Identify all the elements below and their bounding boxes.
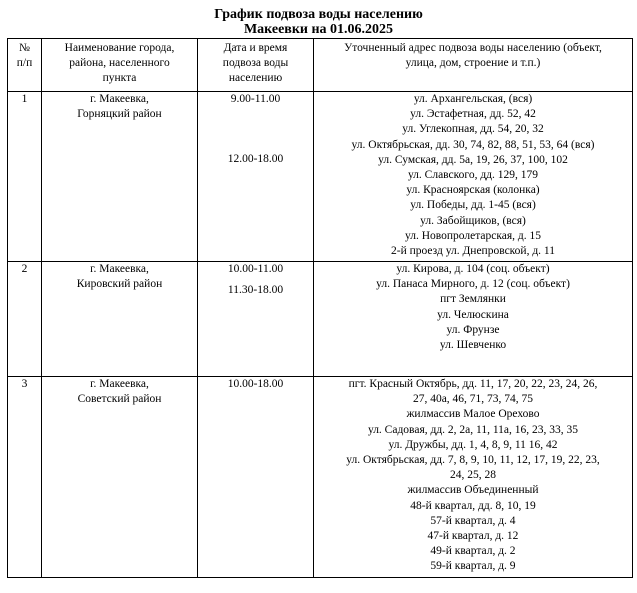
time-cell: 10.00-18.00	[198, 377, 314, 578]
row-number: 2	[8, 262, 42, 377]
address-line: ул. Эстафетная, дд. 52, 42	[410, 108, 536, 121]
address-line: 2-й проезд ул. Днепровской, д. 11	[391, 245, 555, 258]
row-number: 1	[8, 92, 42, 262]
title-line-1: График подвоза воды населению	[214, 7, 423, 22]
address-line: ул. Углекопная, дд. 54, 20, 32	[402, 123, 544, 136]
header-num: № п/п	[8, 39, 42, 92]
address-line: 27, 40а, 46, 71, 73, 74, 75	[412, 393, 534, 406]
row-number: 3	[8, 377, 42, 578]
address-cell	[314, 262, 633, 377]
address-line: ул. Новопролетарская, д. 15	[404, 229, 542, 242]
title-line-2: Макеевки на 01.06.2025	[243, 22, 394, 37]
address-line: ул. Октябрьская, дд. 30, 74, 82, 88, 51, 53, 64 (вся)	[351, 138, 595, 151]
address-line: 59-й квартал, д. 9	[430, 560, 516, 573]
address-line: жилмассив Объединенный	[407, 484, 539, 497]
header-row	[8, 39, 633, 92]
header-address: Уточненный адрес подвоза воды населению (объект, улица, дом, строение и т.п.)	[314, 39, 633, 92]
address-line: ул. Садовая, дд. 2, 2а, 11, 11а, 16, 23, 33, 35	[367, 423, 579, 436]
address-line: 47-й квартал, д. 12	[427, 530, 519, 543]
district-cell: г. Макеевка, Советский район	[42, 377, 198, 578]
address-line: ул. Октябрьская, дд. 7, 8, 9, 10, 11, 12, 17, 19, 22, 23,	[346, 454, 600, 467]
table-row	[8, 377, 633, 578]
address-line: 48-й квартал, дд. 8, 10, 19	[410, 499, 536, 512]
address-line: ул. Шевченко	[439, 339, 507, 352]
address-line: ул. Фрунзе	[446, 323, 500, 336]
header-name: Наименование города, района, населенного пункта	[42, 39, 198, 92]
district-cell: г. Макеевка, Кировский район	[42, 262, 198, 377]
address-line: ул. Челюскина	[437, 308, 509, 321]
address-line: ул. Кирова, д. 104 (соц. объект)	[396, 263, 550, 275]
address-line: 57-й квартал, д. 4	[430, 514, 516, 527]
address-line: 49-й квартал, д. 2	[430, 545, 516, 558]
address-line: пгт Землянки	[440, 293, 506, 306]
address-line: ул. Славского, дд. 129, 179	[407, 169, 539, 182]
address-line: ул. Забойщиков, (вся)	[420, 214, 526, 227]
district-cell: г. Макеевка, Горняцкий район	[42, 92, 198, 262]
water-schedule-table	[7, 38, 633, 578]
address-line: ул. Архангельская, (вся)	[413, 93, 533, 105]
address-line: ул. Панаса Мирного, д. 12 (соц. объект)	[376, 278, 570, 291]
address-cell	[314, 92, 633, 262]
time-cell: 10.00-11.00 11.30-18.00	[198, 262, 314, 377]
time-cell: 9.00-11.00 12.00-18.00	[198, 92, 314, 262]
address-cell	[314, 377, 633, 578]
table-row	[8, 262, 633, 377]
address-line: ул. Сумская, дд. 5а, 19, 26, 37, 100, 102	[378, 153, 568, 166]
address-line: 24, 25, 28	[450, 469, 496, 482]
document-title	[0, 7, 637, 37]
address-line: пгт. Красный Октябрь, дд. 11, 17, 20, 22, 23, 24, 26,	[348, 378, 598, 390]
address-line: ул. Красноярская (колонка)	[406, 184, 540, 197]
address-line: ул. Победы, дд. 1-45 (вся)	[410, 199, 536, 212]
address-line: жилмассив Малое Орехово	[406, 408, 540, 421]
table-row	[8, 92, 633, 262]
address-line: ул. Дружбы, дд. 1, 4, 8, 9, 11 16, 42	[388, 438, 558, 451]
header-time: Дата и время подвоза воды населению	[198, 39, 314, 92]
